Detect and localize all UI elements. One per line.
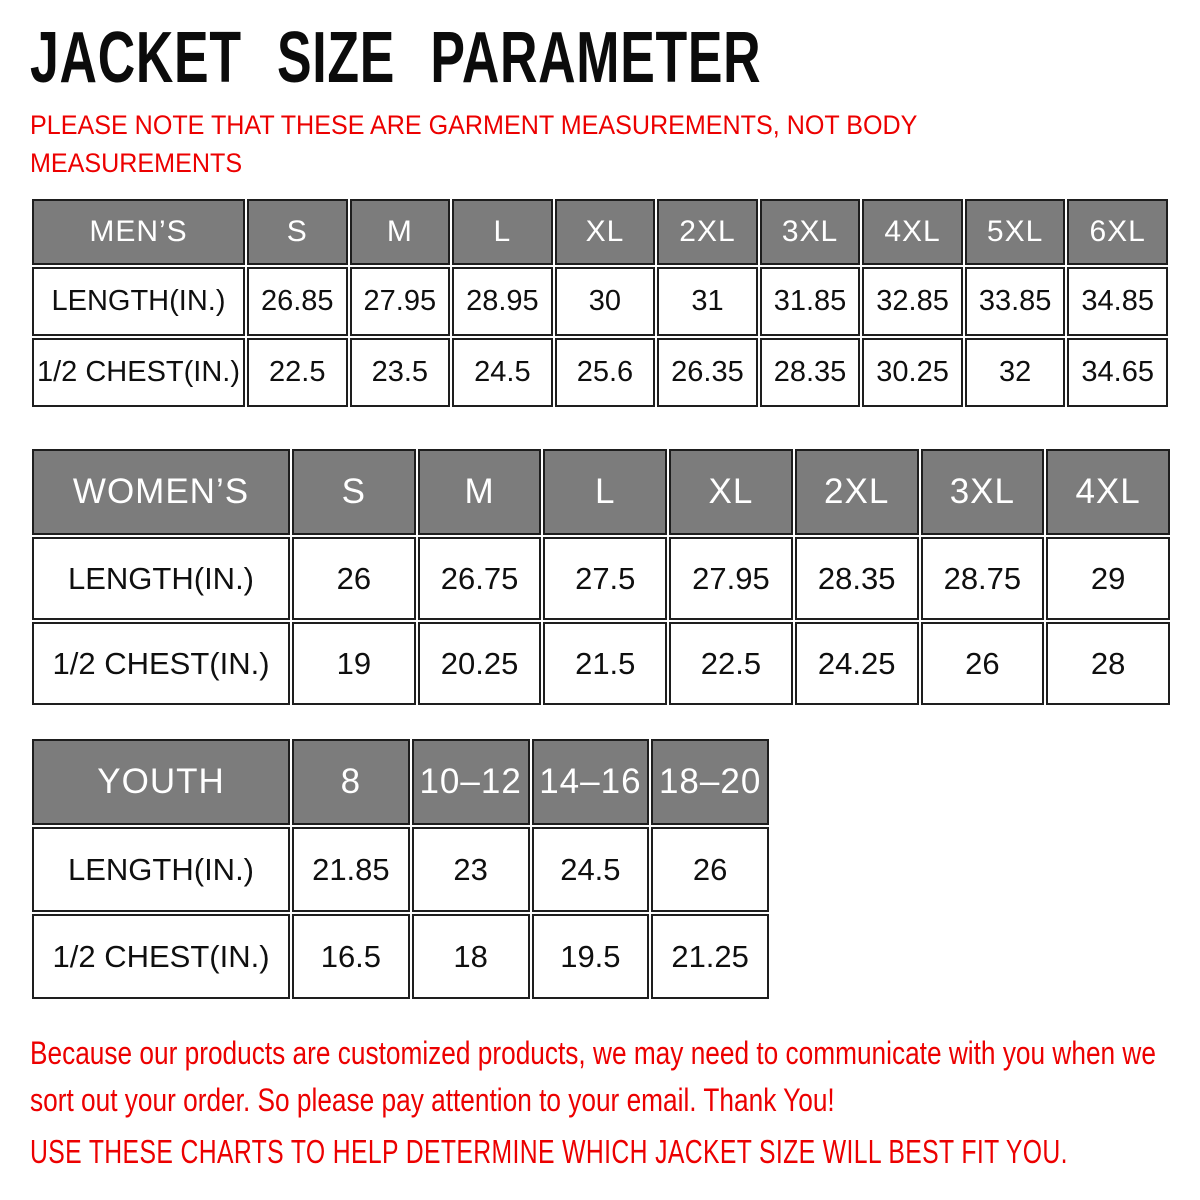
- size-col-header: 2XL: [795, 449, 919, 535]
- measurement-value: 23.5: [350, 338, 451, 407]
- measurement-value: 21.85: [292, 827, 410, 912]
- womens-length-row: [32, 537, 1170, 620]
- measurement-value: 25.6: [555, 338, 656, 407]
- measurement-value: 21.25: [651, 914, 769, 999]
- customization-notice: Because our products are customized products, we may need to communicate with you when we sort out your order. So please pay attention to your email. Thank You!: [30, 1035, 1156, 1118]
- measurement-value: 27.95: [669, 537, 793, 620]
- measurement-value: 34.65: [1067, 338, 1168, 407]
- measurement-value: 24.5: [452, 338, 553, 407]
- measurement-value: 34.85: [1067, 267, 1168, 336]
- size-col-header: 6XL: [1067, 199, 1168, 265]
- chart-usage-note: [30, 1132, 1200, 1172]
- page-title-text: JACKET SIZE PARAMETER: [30, 18, 762, 98]
- womens-table-title: WOMEN’S: [32, 449, 290, 535]
- measurement-value: 20.25: [418, 622, 542, 705]
- garment-measurement-note: PLEASE NOTE THAT THESE ARE GARMENT MEASUREMENTS, NOT BODY MEASUREMENTS: [30, 110, 917, 178]
- measurement-value: 22.5: [669, 622, 793, 705]
- measurement-value: 26: [651, 827, 769, 912]
- measurement-value: 27.95: [350, 267, 451, 336]
- size-col-header: 4XL: [862, 199, 963, 265]
- measurement-value: 26: [921, 622, 1045, 705]
- measurement-value: 30.25: [862, 338, 963, 407]
- size-col-header: M: [350, 199, 451, 265]
- youth-table-title: YOUTH: [32, 739, 290, 825]
- size-col-header: 10–12: [412, 739, 530, 825]
- measurement-value: 24.5: [532, 827, 650, 912]
- size-col-header: 5XL: [965, 199, 1066, 265]
- measurement-value: 28.95: [452, 267, 553, 336]
- row-label: 1/2 CHEST(IN.): [32, 914, 290, 999]
- size-col-header: S: [292, 449, 416, 535]
- measurement-value: 28: [1046, 622, 1170, 705]
- mens-chest-row: [32, 338, 1168, 407]
- measurement-value: 33.85: [965, 267, 1066, 336]
- measurement-value: 19.5: [532, 914, 650, 999]
- size-col-header: XL: [555, 199, 656, 265]
- row-label: LENGTH(IN.): [32, 827, 290, 912]
- measurement-value: 23: [412, 827, 530, 912]
- size-col-header: XL: [669, 449, 793, 535]
- measurement-value: 26.75: [418, 537, 542, 620]
- measurement-value: 28.35: [760, 338, 861, 407]
- size-col-header: S: [247, 199, 348, 265]
- size-col-header: M: [418, 449, 542, 535]
- measurement-value: 24.25: [795, 622, 919, 705]
- measurement-value: 32.85: [862, 267, 963, 336]
- measurement-value: 28.75: [921, 537, 1045, 620]
- measurement-value: 31.85: [760, 267, 861, 336]
- chart-usage-note-text: USE THESE CHARTS TO HELP DETERMINE WHICH JACKET SIZE WILL BEST FIT YOU.: [30, 1133, 1068, 1170]
- youth-chest-row: [32, 914, 769, 999]
- row-label: LENGTH(IN.): [32, 537, 290, 620]
- womens-chest-row: [32, 622, 1170, 705]
- size-col-header: 3XL: [760, 199, 861, 265]
- row-label: LENGTH(IN.): [32, 267, 245, 336]
- size-col-header: L: [452, 199, 553, 265]
- womens-header-row: [32, 449, 1170, 535]
- size-col-header: 4XL: [1046, 449, 1170, 535]
- mens-size-table: [30, 197, 1170, 409]
- row-label: 1/2 CHEST(IN.): [32, 622, 290, 705]
- measurement-value: 26.35: [657, 338, 758, 407]
- mens-table-title: MEN’S: [32, 199, 245, 265]
- page-title: [30, 20, 1046, 96]
- size-col-header: 3XL: [921, 449, 1045, 535]
- size-col-header: 8: [292, 739, 410, 825]
- size-col-header: L: [543, 449, 667, 535]
- measurement-value: 30: [555, 267, 656, 336]
- measurement-value: 28.35: [795, 537, 919, 620]
- youth-header-row: [32, 739, 769, 825]
- youth-length-row: [32, 827, 769, 912]
- mens-header-row: [32, 199, 1168, 265]
- mens-length-row: [32, 267, 1168, 336]
- measurement-value: 22.5: [247, 338, 348, 407]
- measurement-value: 31: [657, 267, 758, 336]
- measurement-value: 29: [1046, 537, 1170, 620]
- size-col-header: 14–16: [532, 739, 650, 825]
- size-col-header: 2XL: [657, 199, 758, 265]
- measurement-value: 32: [965, 338, 1066, 407]
- measurement-value: 18: [412, 914, 530, 999]
- measurement-value: 19: [292, 622, 416, 705]
- measurement-value: 16.5: [292, 914, 410, 999]
- measurement-value: 26: [292, 537, 416, 620]
- size-col-header: 18–20: [651, 739, 769, 825]
- womens-size-table: [30, 447, 1172, 707]
- youth-size-table: [30, 737, 771, 1001]
- measurement-value: 21.5: [543, 622, 667, 705]
- measurement-value: 27.5: [543, 537, 667, 620]
- row-label: 1/2 CHEST(IN.): [32, 338, 245, 407]
- measurement-value: 26.85: [247, 267, 348, 336]
